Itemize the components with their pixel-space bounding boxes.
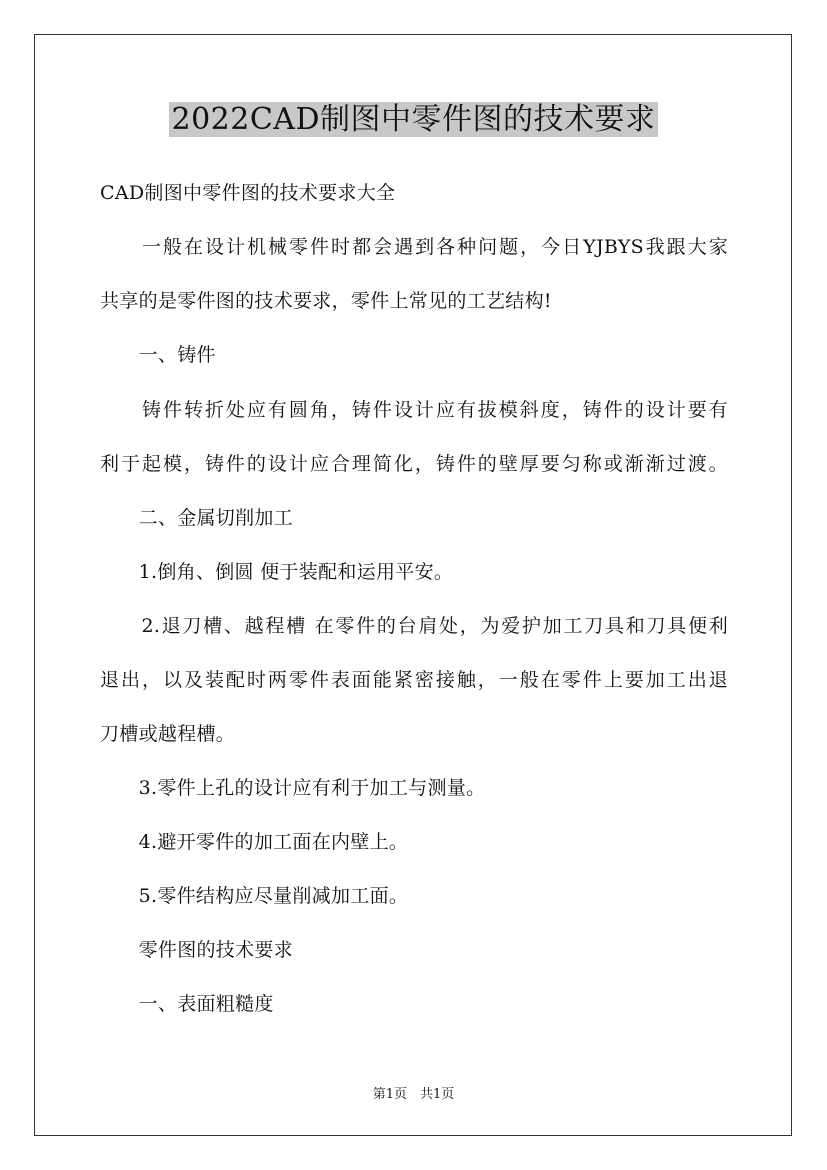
document-title bbox=[0, 100, 827, 140]
title-text: 2022CAD制图中零件图的技术要求 bbox=[171, 102, 656, 137]
text-line-2: 一般在设计机械零件时都会遇到各种问题，今日YJBYS我跟大家 bbox=[100, 236, 728, 258]
text-line-15: 零件图的技术要求 bbox=[100, 939, 294, 961]
text-line-5: 铸件转折处应有圆角，铸件设计应有拔模斜度，铸件的设计要有 bbox=[100, 399, 728, 421]
page-footer: 第1页 共1页 bbox=[372, 1087, 455, 1102]
text-line-1: CAD制图中零件图的技术要求大全 bbox=[100, 182, 396, 204]
text-line-7: 二、金属切削加工 bbox=[100, 507, 294, 529]
text-line-4: 一、铸件 bbox=[100, 344, 216, 366]
text-line-13: 4.避开零件的加工面在内壁上。 bbox=[100, 831, 409, 853]
text-line-10: 退出，以及装配时两零件表面能紧密接触，一般在零件上要加工出退 bbox=[100, 669, 728, 691]
text-line-6: 利于起模，铸件的设计应合理简化，铸件的壁厚要匀称或渐渐过渡。 bbox=[100, 453, 728, 475]
text-line-8: 1.倒角、倒圆 便于装配和运用平安。 bbox=[100, 561, 454, 583]
text-line-16: 一、表面粗糙度 bbox=[100, 993, 274, 1015]
text-line-12: 3.零件上孔的设计应有利于加工与测量。 bbox=[100, 777, 486, 799]
text-line-9: 2.退刀槽、越程槽 在零件的台肩处，为爱护加工刀具和刀具便利 bbox=[100, 615, 728, 637]
text-line-14: 5.零件结构应尽量削减加工面。 bbox=[100, 885, 409, 907]
text-line-3: 共享的是零件图的技术要求，零件上常见的工艺结构! bbox=[100, 290, 552, 312]
text-line-11: 刀槽或越程槽。 bbox=[100, 723, 236, 745]
